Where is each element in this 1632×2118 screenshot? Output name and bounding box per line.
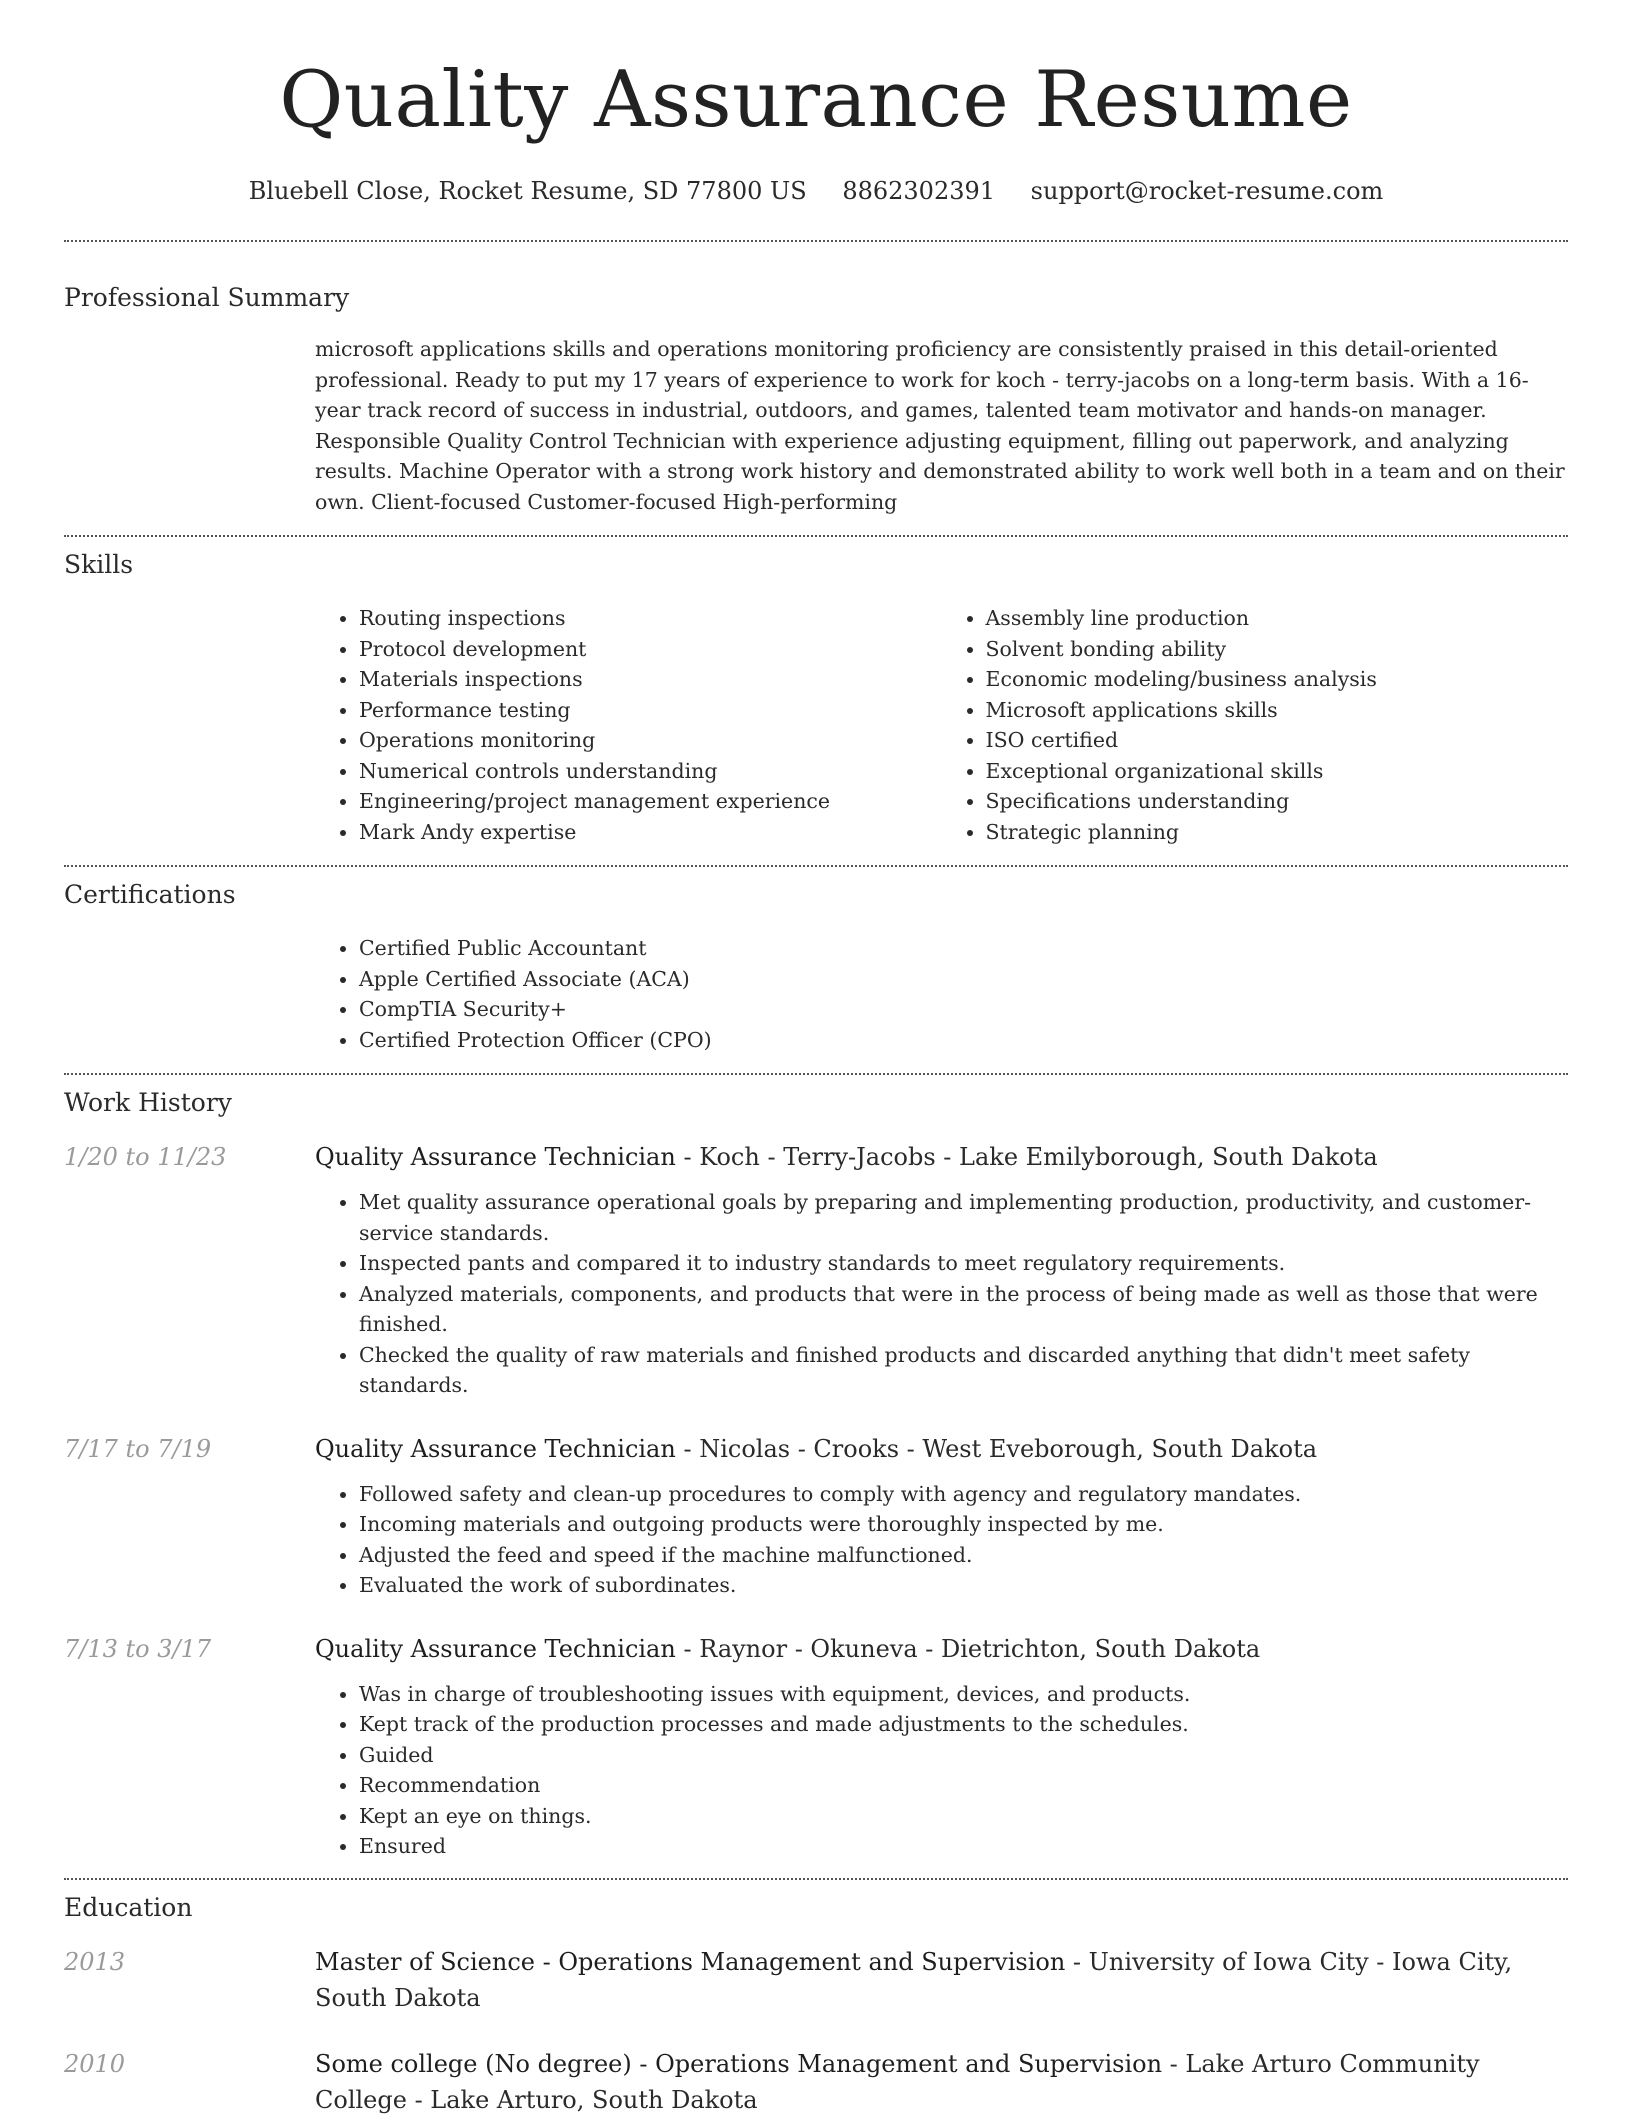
list-item: • Protocol development	[359, 634, 942, 665]
skills-section	[64, 537, 1568, 847]
job-details: - Nicolas - Crooks - West Eveborough, South Dakota	[675, 1434, 1318, 1463]
job-role: Quality Assurance Technician	[315, 1143, 676, 1171]
list-item: • Specifications understanding	[986, 786, 1569, 817]
work-history-heading: Work History	[64, 1088, 232, 1117]
education-heading: Education	[64, 1892, 193, 1922]
list-item: • Followed safety and clean-up procedures to comply with agency and regulatory mandates.	[359, 1479, 1568, 1510]
list-item: • Assembly line production	[986, 603, 1569, 634]
job-details: - Koch - Terry-Jacobs - Lake Emilyborough, South Dakota	[675, 1143, 1378, 1171]
education-degree: Some college (No degree) - Operations Management and Supervision	[315, 2049, 1163, 2078]
job-entry	[64, 1139, 1568, 1401]
job-role: Quality Assurance Technician	[315, 1634, 676, 1663]
list-item: • Operations monitoring	[359, 725, 942, 756]
list-item: • Met quality assurance operational goals by preparing and implementing production, productivity, and customer-service standards.	[359, 1187, 1568, 1248]
education-entry	[64, 2046, 1568, 2118]
list-item: • ISO certified	[986, 725, 1569, 756]
job-bullets	[315, 1479, 1568, 1601]
certifications-heading: Certifications	[64, 880, 236, 909]
education-year: 2010	[64, 2049, 126, 2078]
job-header	[64, 1631, 1568, 1667]
list-item: • Engineering/project management experience	[359, 786, 942, 817]
list-item: • Ensured	[359, 1831, 1568, 1862]
work-history-section	[64, 1075, 1568, 1862]
list-item: • Evaluated the work of subordinates.	[359, 1570, 1568, 1601]
job-dates: 1/20 to 11/23	[64, 1143, 227, 1171]
certifications-section	[64, 867, 1568, 1055]
list-item: • Routing inspections	[359, 603, 942, 634]
job-title	[315, 1631, 1260, 1667]
job-title	[315, 1431, 1317, 1467]
education-title	[315, 1944, 1568, 2016]
list-item: • Microsoft applications skills	[986, 695, 1569, 726]
contact-email: support@rocket-resume.com	[1030, 177, 1384, 205]
list-item: • Inspected pants and compared it to industry standards to meet regulatory requirements.	[359, 1248, 1568, 1279]
job-role: Quality Assurance Technician	[315, 1434, 676, 1463]
job-dates: 7/13 to 3/17	[64, 1634, 212, 1663]
skills-list-left	[315, 603, 942, 847]
contact-phone: 8862302391	[842, 177, 996, 205]
education-section	[64, 1880, 1568, 2118]
list-item: • Certified Public Accountant	[359, 933, 1568, 964]
resume-header	[64, 0, 1568, 206]
job-bullets	[315, 1679, 1568, 1862]
job-bullets	[315, 1187, 1568, 1401]
list-item: • Checked the quality of raw materials and finished products and discarded anything that didn't meet safety standards.	[359, 1340, 1568, 1401]
list-item: • Incoming materials and outgoing products were thoroughly inspected by me.	[359, 1509, 1568, 1540]
skills-heading: Skills	[64, 550, 134, 579]
job-details: - Raynor - Okuneva - Dietrichton, South Dakota	[675, 1634, 1261, 1663]
list-item: • Numerical controls understanding	[359, 756, 942, 787]
education-details: - University of Iowa City - Iowa City, South Dakota	[315, 1947, 1513, 2012]
list-item: • Solvent bonding ability	[986, 634, 1569, 665]
list-item: • Apple Certified Associate (ACA)	[359, 964, 1568, 995]
education-title	[315, 2046, 1568, 2118]
job-dates: 7/17 to 7/19	[64, 1434, 212, 1463]
education-degree: Master of Science - Operations Management and Supervision	[315, 1947, 1066, 1976]
list-item: • Kept track of the production processes and made adjustments to the schedules.	[359, 1709, 1568, 1740]
list-item: • Recommendation	[359, 1770, 1568, 1801]
list-item: • Mark Andy expertise	[359, 817, 942, 848]
certifications-body	[315, 933, 1568, 1055]
summary-heading: Professional Summary	[64, 283, 350, 312]
list-item: • Adjusted the feed and speed if the machine malfunctioned.	[359, 1540, 1568, 1571]
list-item: • Strategic planning	[986, 817, 1569, 848]
skills-grid	[315, 603, 1568, 847]
summary-text: microsoft applications skills and operations monitoring proficiency are consistently praised in this detail-oriented professional. Ready to put my 17 years of experience to work for koch - terry-jacobs on a long-term basis. With a 16-year track record of success in industrial, outdoors, and games, talented team motivator and hands-on manager. Responsible Quality Control Technician with experience adjusting equipment, filling out paperwork, and analyzing results. Machine Operator with a strong work history and demonstrated ability to work well both in a team and on their own. Client-focused Customer-focused High-performing	[315, 337, 1565, 514]
skills-list-right	[942, 603, 1569, 847]
education-entry	[64, 1944, 1568, 2016]
list-item: • CompTIA Security+	[359, 994, 1568, 1025]
summary-body	[315, 334, 1568, 517]
job-header	[64, 1139, 1568, 1175]
certifications-list	[315, 933, 1568, 1055]
list-item: • Guided	[359, 1740, 1568, 1771]
job-entry	[64, 1431, 1568, 1601]
contact-address: Bluebell Close, Rocket Resume, SD 77800 US	[248, 177, 807, 205]
list-item: • Kept an eye on things.	[359, 1801, 1568, 1832]
resume-page	[64, 0, 1568, 2118]
job-header	[64, 1431, 1568, 1467]
page-title: Quality Assurance Resume	[279, 55, 1353, 145]
list-item: • Economic modeling/business analysis	[986, 664, 1569, 695]
education-year: 2013	[64, 1947, 126, 1976]
contact-line	[64, 176, 1568, 206]
list-item: • Performance testing	[359, 695, 942, 726]
list-item: • Materials inspections	[359, 664, 942, 695]
list-item: • Exceptional organizational skills	[986, 756, 1569, 787]
list-item: • Certified Protection Officer (CPO)	[359, 1025, 1568, 1056]
job-title	[315, 1139, 1378, 1175]
list-item: • Analyzed materials, components, and products that were in the process of being made as well as those that were finished.	[359, 1279, 1568, 1340]
job-entry	[64, 1631, 1568, 1862]
list-item: • Was in charge of troubleshooting issues with equipment, devices, and products.	[359, 1679, 1568, 1710]
education-details: - Lake Arturo Community College - Lake Arturo, South Dakota	[315, 2049, 1480, 2114]
summary-section	[64, 242, 1568, 517]
